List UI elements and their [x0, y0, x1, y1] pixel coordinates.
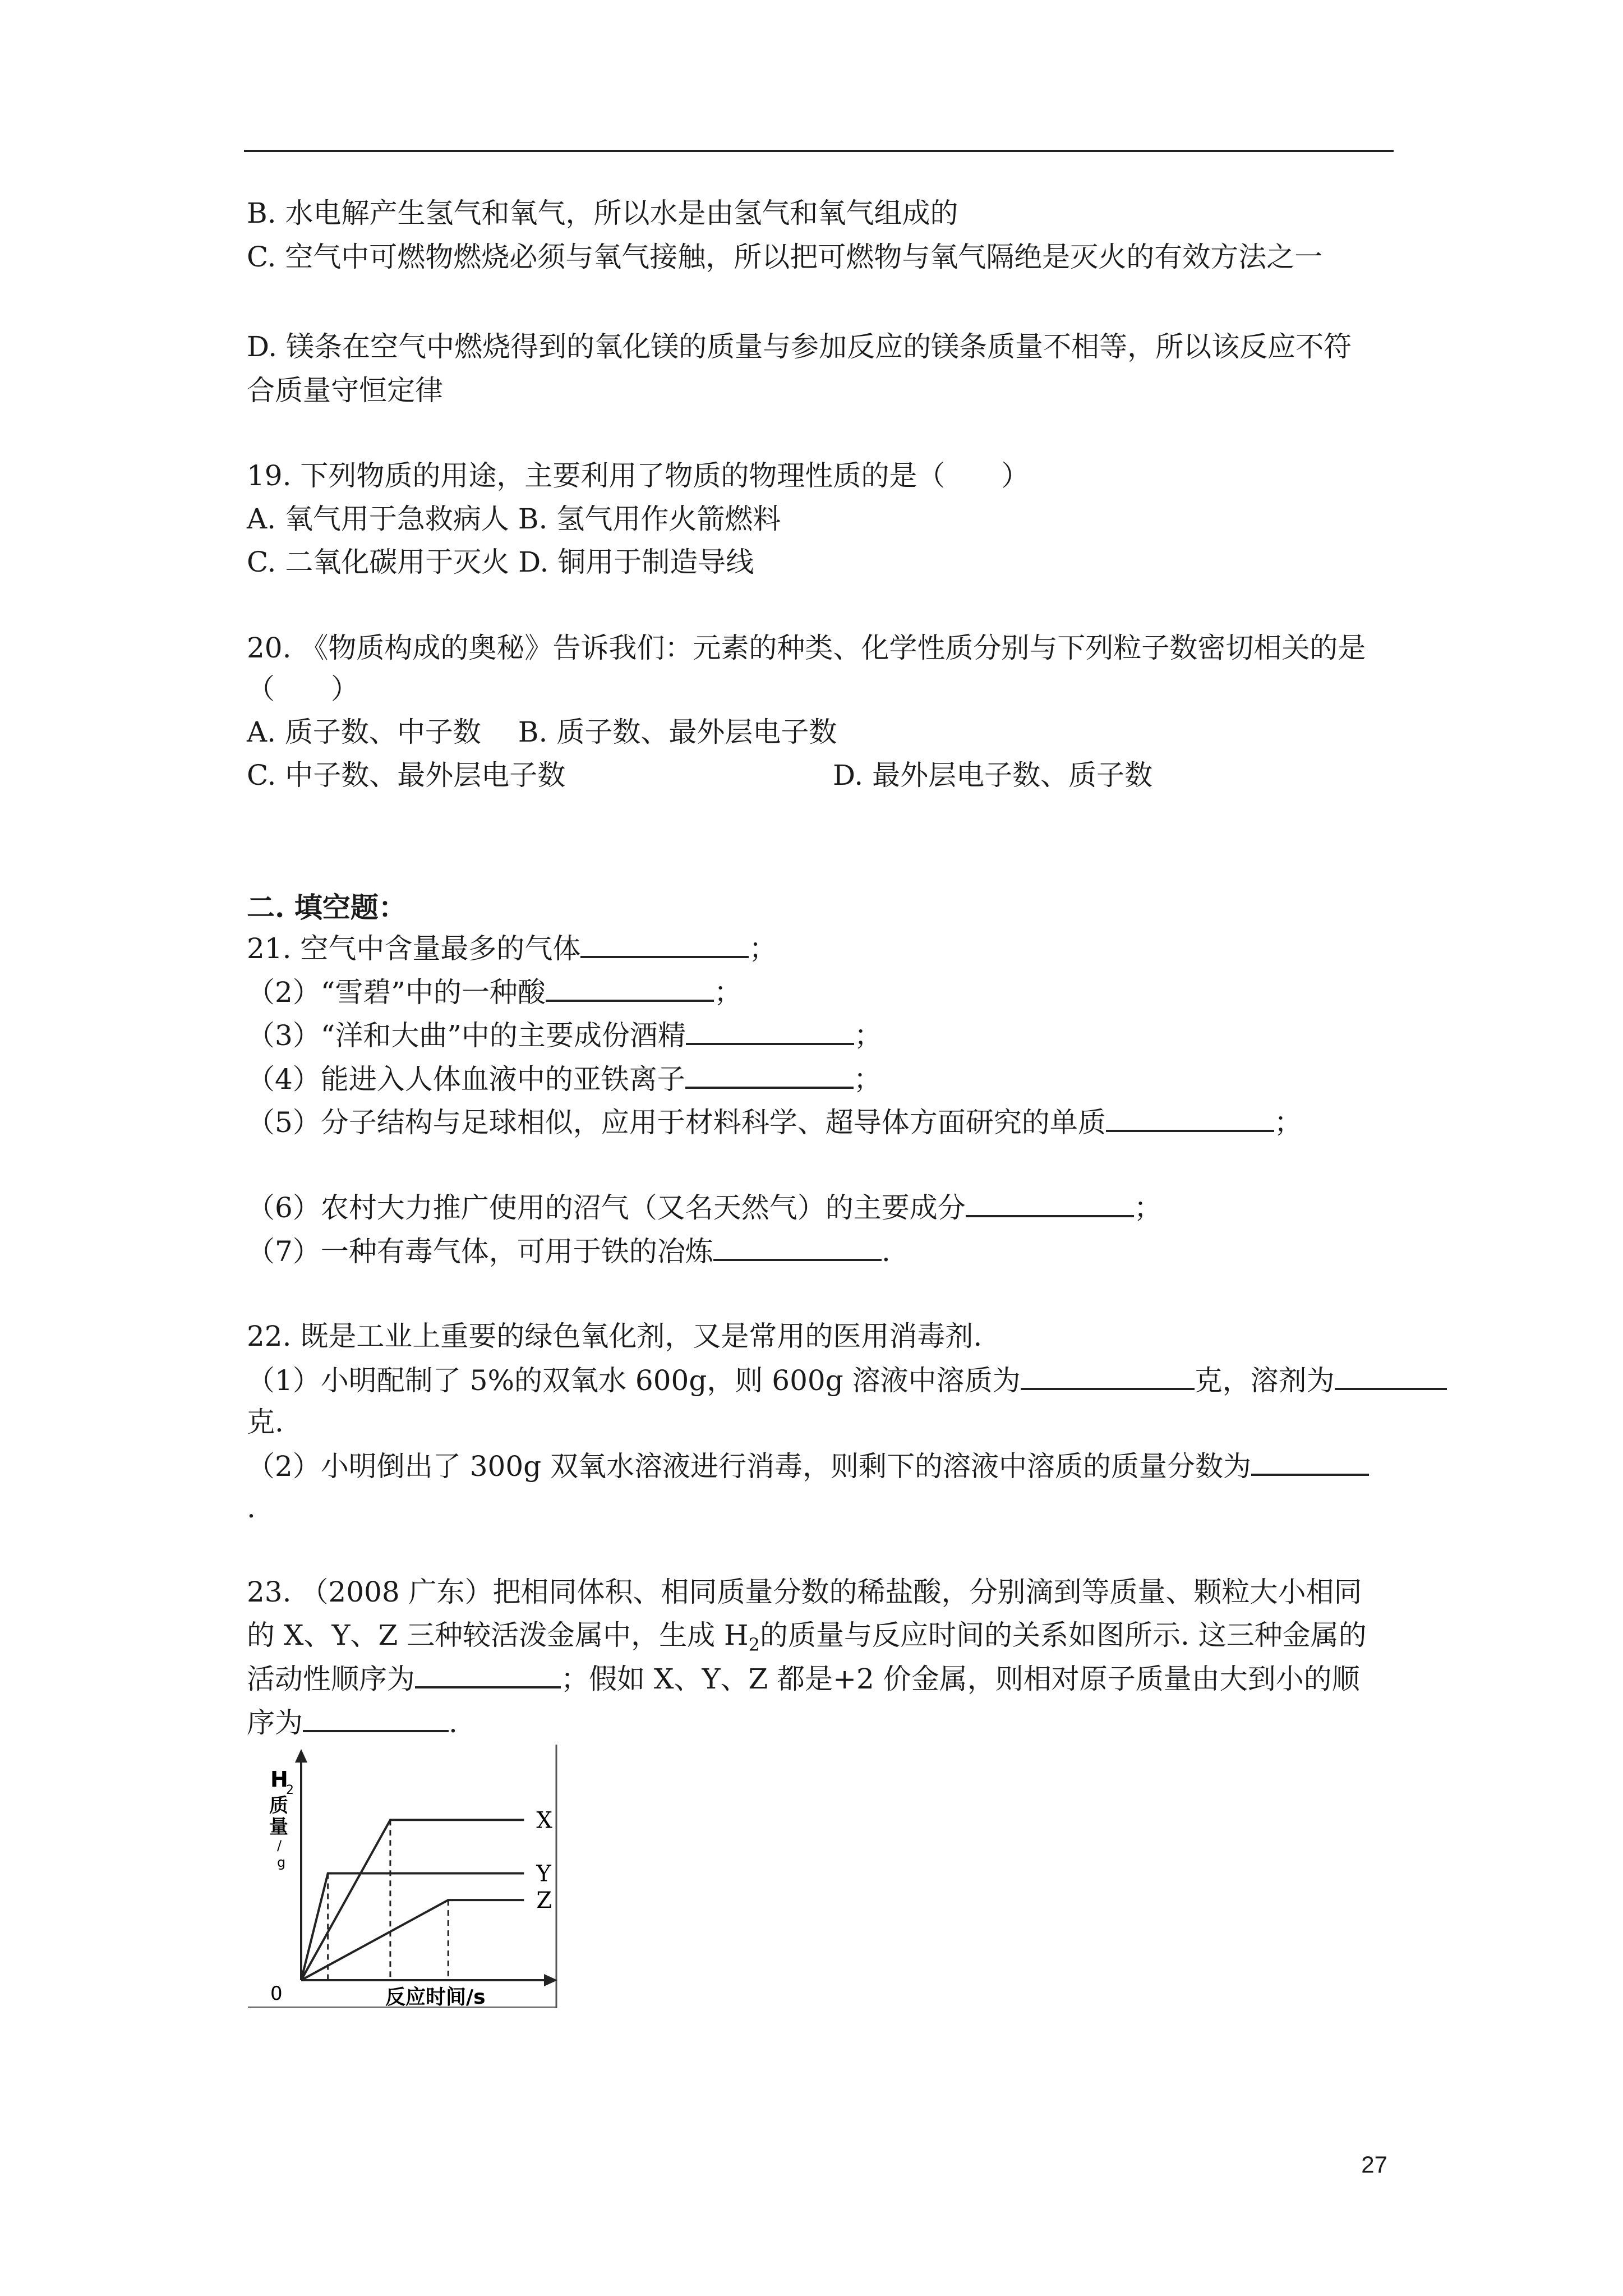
- answer-blank[interactable]: [415, 1662, 561, 1688]
- q23-line1: 23. （2008 广东）把相同体积、相同质量分数的稀盐酸，分别滴到等质量、颗粒大小相同: [247, 1576, 1362, 1608]
- answer-blank[interactable]: [580, 931, 749, 958]
- option-c-text: C. 空气中可燃物燃烧必须与氧气接触，所以把可燃物与氧气隔绝是灭火的有效方法之一: [247, 241, 1323, 273]
- q20-option-c: C. 中子数、最外层电子数: [247, 759, 566, 792]
- series-line-z: [301, 1900, 524, 1980]
- y-label-char: /: [277, 1838, 282, 1853]
- q21-line5: （5）分子结构与足球相似，应用于材料科学、超导体方面研究的单质 ；: [247, 1106, 1302, 1139]
- q23-line3: 活动性顺序为 ；假如 X、Y、Z 都是+2 价金属，则相对原子质量由大到小的顺: [247, 1663, 1360, 1695]
- y-label-char: g: [277, 1855, 286, 1870]
- y-label-rest: [269, 1795, 288, 1870]
- series-label-x: X: [536, 1807, 552, 1834]
- q22-line2-end: .: [247, 1492, 256, 1524]
- series-label-z: Z: [536, 1888, 552, 1914]
- page-number: 27: [1361, 2151, 1387, 2178]
- answer-blank[interactable]: [966, 1190, 1134, 1217]
- origin-label: 0: [270, 1982, 283, 2005]
- answer-blank[interactable]: [685, 1062, 854, 1089]
- q22-line1-cont: 克.: [247, 1406, 284, 1438]
- q21-line4: （4）能进入人体血液中的亚铁离子 ；: [247, 1063, 882, 1096]
- q19-options-ab: A. 氧气用于急救病人 B. 氢气用作火箭燃料: [247, 503, 781, 535]
- q22-line2: （2）小明倒出了 300g 双氧水溶液进行消毒，则剩下的溶液中溶质的质量分数为: [247, 1449, 1369, 1483]
- option-d-text-cont: 合质量守恒定律: [247, 374, 443, 407]
- q19-options-cd: C. 二氧化碳用于灭火 D. 铜用于制造导线: [247, 546, 754, 578]
- q21-line1: 21. 空气中含量最多的气体 ；: [247, 932, 777, 965]
- q21-line2: （2）“雪碧”中的一种酸 ；: [247, 976, 742, 1009]
- y-label-char: 质: [269, 1795, 288, 1817]
- answer-blank[interactable]: [713, 1234, 882, 1261]
- answer-blank[interactable]: [1021, 1363, 1195, 1390]
- answer-blank[interactable]: [686, 1018, 854, 1045]
- q20-option-d: D. 最外层电子数、质子数: [833, 759, 1153, 792]
- q20-paren: （ ）: [247, 673, 359, 705]
- header-rule: [244, 150, 1394, 152]
- q21-line7: （7）一种有毒气体，可用于铁的冶炼 .: [247, 1235, 891, 1268]
- series-label-y: Y: [536, 1861, 551, 1887]
- q21-line6: （6）农村大力推广使用的沼气（又名天然气）的主要成分 ；: [247, 1191, 1162, 1224]
- chart-svg: [248, 1745, 562, 2008]
- x-axis-arrow: [544, 1974, 557, 1986]
- h2-mass-chart: [248, 1745, 562, 2008]
- y-label-sub: 2: [286, 1783, 294, 1797]
- option-d-text: D. 镁条在空气中燃烧得到的氧化镁的质量与参加反应的镁条质量不相等，所以该反应不符: [247, 330, 1352, 363]
- q19-stem: 19. 下列物质的用途，主要利用了物质的物理性质的是（ ）: [247, 459, 1030, 492]
- answer-blank[interactable]: [546, 975, 714, 1002]
- series-line-y: [301, 1874, 524, 1980]
- y-label-main: H: [270, 1767, 288, 1792]
- q20-stem: 20. 《物质构成的奥秘》告诉我们：元素的种类、化学性质分别与下列粒子数密切相关的是: [247, 632, 1366, 664]
- q21-line3: （3）“洋和大曲”中的主要成份酒精 ；: [247, 1019, 882, 1052]
- answer-blank[interactable]: [303, 1705, 449, 1732]
- q23-line4: 序为 .: [247, 1706, 458, 1739]
- y-label-char: 量: [269, 1816, 288, 1838]
- q23-line2: 的 X、Y、Z 三种较活泼金属中，生成 $H_2$的质量与反应时间的关系如图所示. 这三种金属的: [247, 1619, 1367, 1655]
- answer-blank[interactable]: [1106, 1105, 1274, 1132]
- q22-stem: 22. 既是工业上重要的绿色氧化剂，又是常用的医用消毒剂.: [247, 1320, 983, 1352]
- q20-options-ab: A. 质子数、中子数 B. 质子数、最外层电子数: [247, 716, 837, 748]
- option-b-text: B. 水电解产生氢气和氧气，所以水是由氢气和氧气组成的: [247, 197, 958, 229]
- section-title: 二. 填空题：: [247, 891, 407, 924]
- answer-blank[interactable]: [1335, 1363, 1447, 1390]
- answer-blank[interactable]: [1251, 1449, 1369, 1476]
- x-label: 反应时间/s: [385, 1986, 486, 2008]
- chart-marks: [301, 1807, 552, 1980]
- y-axis-arrow: [295, 1749, 307, 1763]
- q22-line1: （1）小明配制了 5%的双氧水 600g，则 600g 溶液中溶质为 克，溶剂为: [247, 1363, 1447, 1397]
